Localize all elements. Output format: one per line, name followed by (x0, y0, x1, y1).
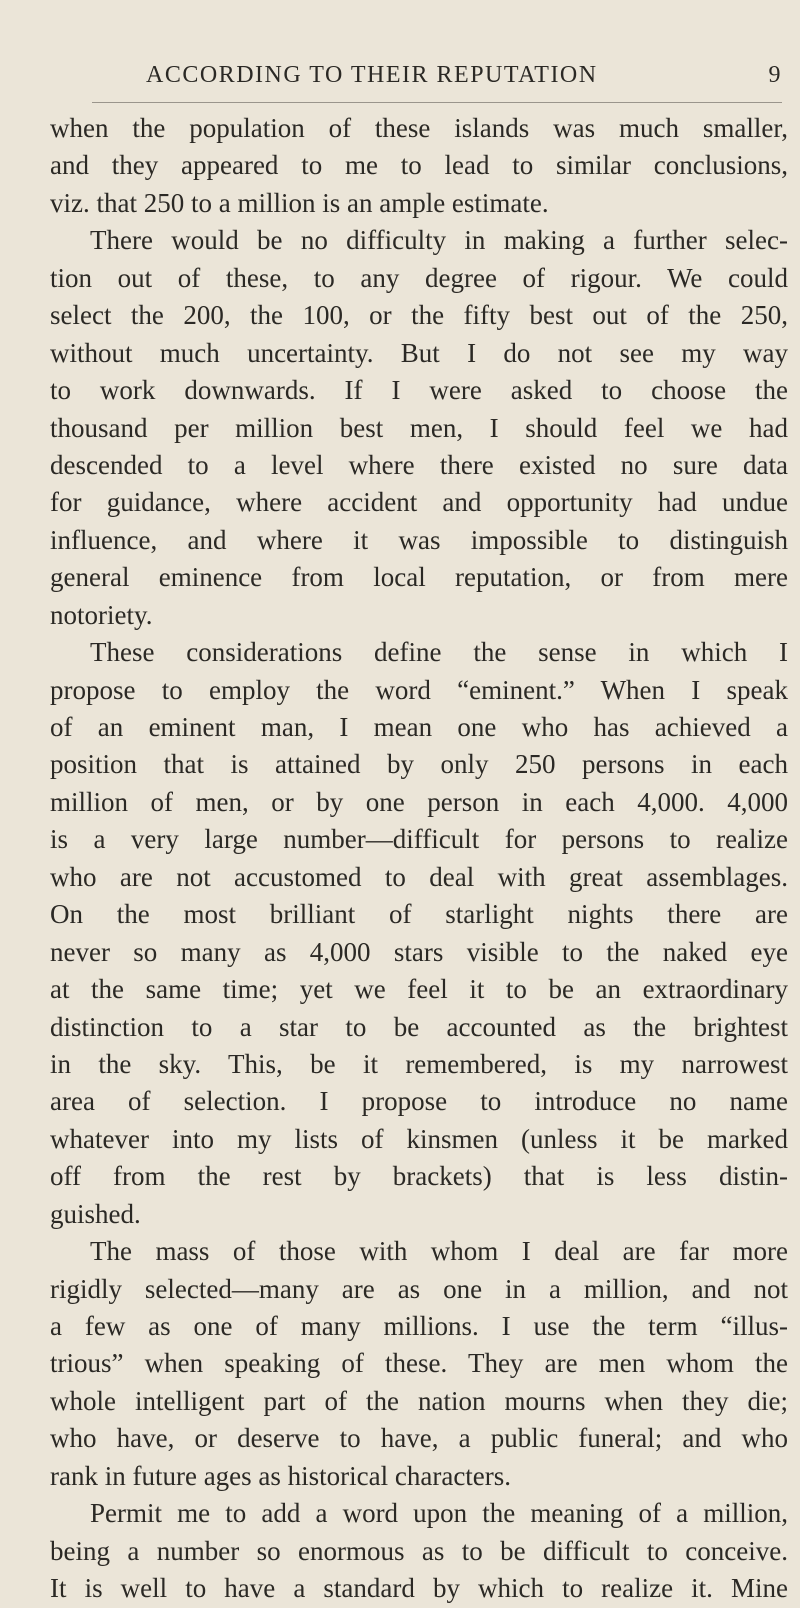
text-line: rank in future ages as historical characters. (50, 1460, 512, 1491)
text-line: notoriety. (50, 599, 153, 630)
text-line: area of selection. I propose to introduce no name (50, 1086, 788, 1117)
text-line: who have, or deserve to have, a public funeral; and who (50, 1423, 788, 1454)
text-line: influence, and where it was impossible to distinguish (50, 524, 788, 555)
text-line: distinction to a star to be accounted as the brightest (50, 1011, 788, 1042)
text-line: general eminence from local reputation, or from mere (50, 562, 788, 593)
body-text (50, 110, 788, 1608)
text-line: a few as one of many millions. I use the term “illus- (50, 1311, 788, 1341)
text-line: propose to employ the word “eminent.” When I speak (50, 674, 788, 705)
text-line: who are not accustomed to deal with great assemblages. (50, 861, 788, 892)
text-line: On the most brilliant of starlight nights there are (50, 899, 788, 930)
text-line: and they appeared to me to lead to similar conclusions, (50, 150, 788, 181)
text-line: trious” when speaking of these. They are men whom the (50, 1348, 788, 1379)
text-line: descended to a level where there existed no sure data (50, 449, 788, 480)
text-line: million of men, or by one person in each 4,000. 4,000 (50, 786, 788, 817)
text-line: guished. (50, 1198, 141, 1229)
text-line: There would be no difficulty in making a further selec- (90, 225, 788, 256)
text-line: rigidly selected—many are as one in a million, and not (50, 1273, 788, 1304)
text-line: to work downwards. If I were asked to choose the (50, 375, 788, 406)
running-head (50, 62, 782, 96)
text-line: select the 200, the 100, or the fifty best out of the 250, (50, 300, 788, 331)
text-line: in the sky. This, be it remembered, is my narrowest (50, 1048, 788, 1079)
text-line: position that is attained by only 250 persons in each (50, 749, 788, 780)
running-title: ACCORDING TO THEIR REPUTATION (146, 62, 598, 88)
text-line: viz. that 250 to a million is an ample estimate. (50, 187, 549, 218)
text-line: off from the rest by brackets) that is less distin- (50, 1161, 788, 1192)
text-line: is a very large number—difficult for persons to realize (50, 824, 788, 855)
text-line: never so many as 4,000 stars visible to the naked eye (50, 936, 788, 967)
text-line: at the same time; yet we feel it to be an extraordinary (50, 974, 788, 1005)
header-rule (92, 102, 782, 103)
text-line: It is well to have a standard by which to realize it. Mine (50, 1573, 788, 1604)
text-line: These considerations define the sense in which I (90, 637, 788, 668)
text-line: when the population of these islands was much smaller, (50, 113, 788, 143)
text-line: Permit me to add a word upon the meaning of a million, (90, 1498, 788, 1529)
text-line: whatever into my lists of kinsmen (unless it be marked (50, 1123, 788, 1154)
text-line: thousand per million best men, I should feel we had (50, 412, 788, 443)
text-line: for guidance, where accident and opportunity had undue (50, 487, 788, 518)
text-line: The mass of those with whom I deal are far more (90, 1236, 788, 1267)
text-line: whole intelligent part of the nation mourns when they die; (50, 1385, 788, 1416)
text-line: tion out of these, to any degree of rigour. We could (50, 262, 788, 293)
text-line: being a number so enormous as to be difficult to conceive. (50, 1535, 788, 1566)
page-number: 9 (768, 62, 782, 88)
text-line: of an eminent man, I mean one who has achieved a (50, 712, 788, 742)
text-line: without much uncertainty. But I do not see my way (50, 337, 788, 368)
